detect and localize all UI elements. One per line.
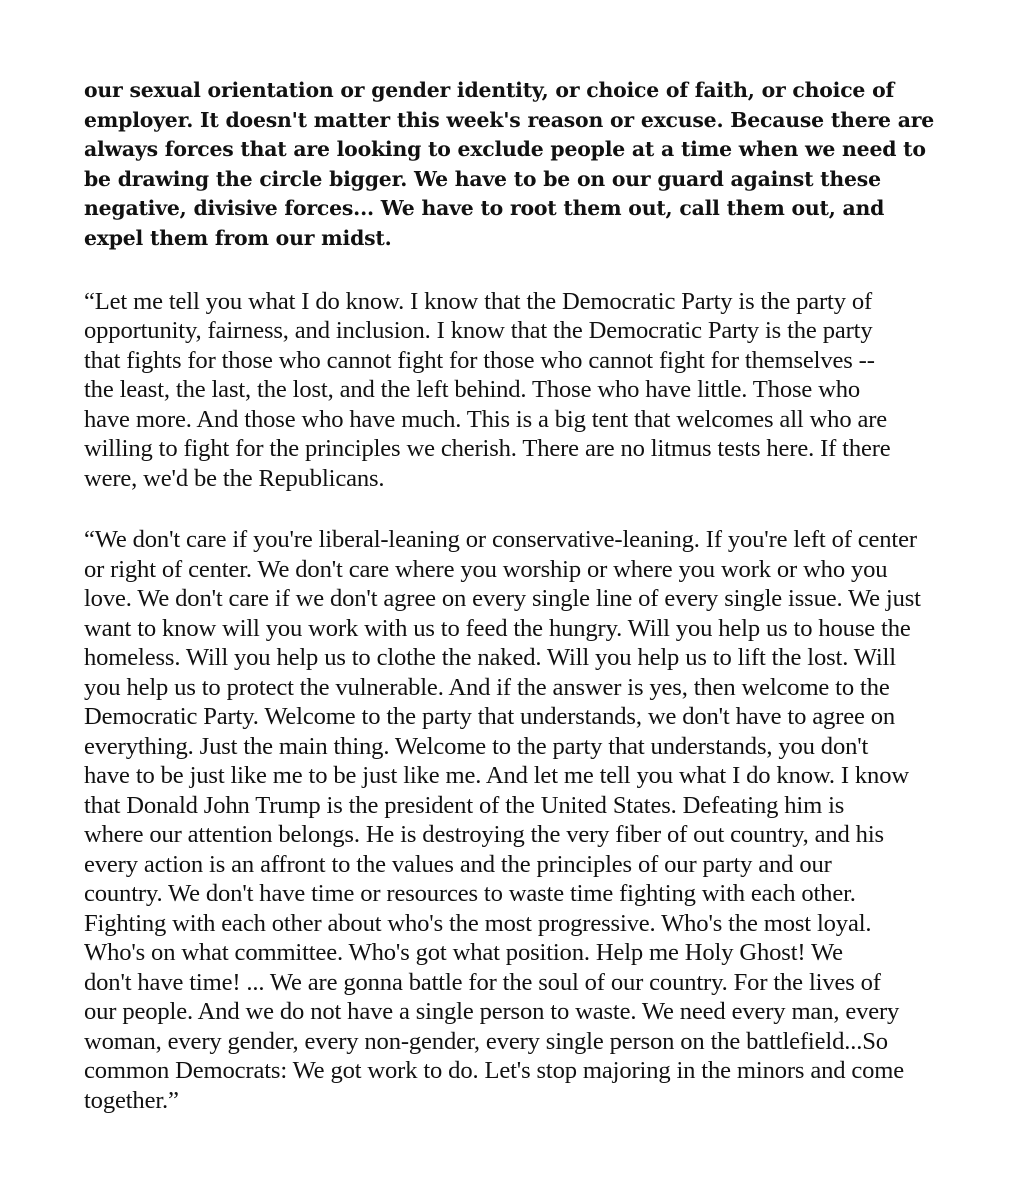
text-line: Democratic Party. Welcome to the party that understands, we don't have to agree on — [84, 703, 896, 731]
text-line: where our attention belongs. He is destroying the very fiber of out country, and his — [84, 821, 884, 849]
text-line: Fighting with each other about who's the most progressive. Who's the most loyal. — [84, 909, 872, 937]
text-line: don't have time! ... We are gonna battle for the soul of our country. For the lives of — [84, 968, 881, 996]
text-line: or right of center. We don't care where you worship or where you work or who you — [84, 555, 888, 583]
document-body — [84, 76, 964, 1115]
text-line: employer. It doesn't matter this week's reason or excuse. Because there are — [84, 107, 935, 132]
text-line: have more. And those who have much. This is a big tent that welcomes all who are — [84, 405, 888, 433]
text-line: were, we'd be the Republicans. — [84, 464, 385, 492]
text-line: the least, the last, the lost, and the left behind. Those who have little. Those who — [84, 376, 861, 404]
text-line: be drawing the circle bigger. We have to be on our guard against these — [84, 166, 881, 191]
paragraph-let-me-tell-you — [84, 287, 964, 494]
text-line: willing to fight for the principles we cherish. There are no litmus tests here. If there — [84, 435, 891, 463]
text-line: that fights for those who cannot fight for those who cannot fight for themselves -- — [84, 346, 875, 374]
text-line: that Donald John Trump is the president of the United States. Defeating him is — [84, 791, 845, 819]
text-line: have to be just like me to be just like me. And let me tell you what I do know. I know — [84, 762, 909, 790]
paragraph-bold-intro — [84, 76, 964, 254]
text-line: want to know will you work with us to feed the hungry. Will you help us to house the — [84, 614, 911, 642]
text-line: every action is an affront to the values and the principles of our party and our — [84, 850, 832, 878]
text-line: expel them from our midst. — [84, 225, 392, 250]
text-line: love. We don't care if we don't agree on every single line of every single issue. We just — [84, 585, 921, 613]
text-line: negative, divisive forces... We have to root them out, call them out, and — [84, 196, 885, 221]
paragraph-we-dont-care — [84, 525, 964, 1115]
text-line: woman, every gender, every non-gender, every single person on the battlefield...So — [84, 1027, 888, 1055]
text-line: opportunity, fairness, and inclusion. I know that the Democratic Party is the party — [84, 317, 873, 345]
text-line: everything. Just the main thing. Welcome to the party that understands, you don't — [84, 732, 869, 760]
text-line: “Let me tell you what I do know. I know that the Democratic Party is the party of — [84, 287, 873, 315]
text-line: our people. And we do not have a single person to waste. We need every man, every — [84, 998, 900, 1026]
text-line: you help us to protect the vulnerable. And if the answer is yes, then welcome to the — [84, 673, 890, 701]
text-line: together.” — [84, 1086, 179, 1114]
text-line: common Democrats: We got work to do. Let's stop majoring in the minors and come — [84, 1057, 905, 1085]
text-line: country. We don't have time or resources to waste time fighting with each other. — [84, 880, 856, 908]
text-line: homeless. Will you help us to clothe the naked. Will you help us to lift the lost. Will — [84, 644, 896, 672]
text-line: “We don't care if you're liberal-leaning or conservative-leaning. If you're left of center — [84, 526, 917, 554]
text-line: our sexual orientation or gender identity, or choice of faith, or choice of — [84, 78, 895, 102]
text-line: Who's on what committee. Who's got what position. Help me Holy Ghost! We — [84, 939, 843, 967]
text-line: always forces that are looking to exclude people at a time when we need to — [84, 137, 926, 162]
